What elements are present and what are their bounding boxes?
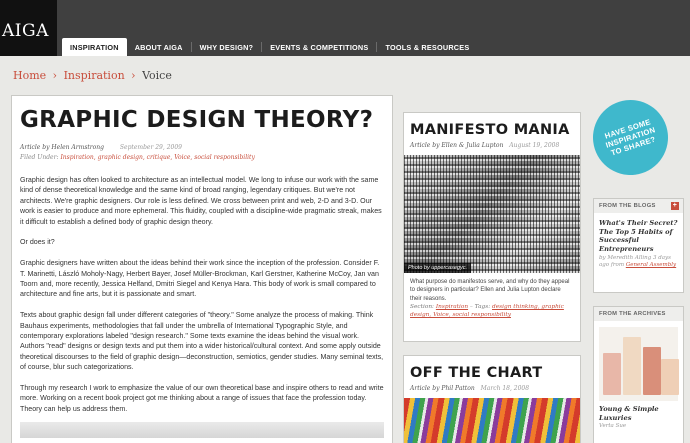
breadcrumb [13, 69, 172, 82]
breadcrumb-separator: › [52, 69, 58, 82]
photo-credit: Photo by uppercasegyc. [404, 263, 471, 273]
article-paragraph: Or does it? [20, 238, 55, 247]
nav-events-competitions[interactable]: EVENTS & COMPETITIONS [270, 43, 369, 52]
card-meta [404, 138, 580, 149]
card-title[interactable]: MANIFESTO MANIA [410, 122, 570, 138]
blog-post-title[interactable]: What's Their Secret? The Top 5 Habits of Successful Entrepreneurs [599, 219, 678, 253]
package-shape [643, 347, 661, 395]
breadcrumb-separator: › [131, 69, 136, 82]
blog-time: 3 days ago from [599, 255, 671, 269]
aiga-logo[interactable]: AIGA [0, 0, 57, 56]
manifesto-photo[interactable] [404, 155, 581, 273]
article-paragraph: Through my research I work to emphasize the value of our own theoretical base and inspire others to read and write more. Working on a recent book project got me thinking about a range of issues that face the profession today. Theory can help us address them. [20, 384, 384, 413]
off-the-chart-image[interactable] [404, 398, 581, 443]
article-body [20, 175, 384, 414]
nav-tools-resources[interactable]: TOOLS & RESOURCES [385, 43, 470, 52]
tags-value[interactable]: design thinking, graphic design, Voice, social responsibility [410, 304, 564, 319]
archive-title[interactable]: Young & Simple Luxuries [599, 405, 659, 422]
card-date: March 18, 2008 [480, 385, 530, 392]
manifesto-mania-card[interactable] [403, 112, 581, 342]
main-nav [62, 38, 477, 56]
archives-heading-text: FROM THE ARCHIVES [599, 311, 666, 317]
archive-product-image[interactable] [599, 327, 678, 401]
archives-heading [594, 307, 683, 321]
breadcrumb-inspiration[interactable]: Inspiration [63, 69, 125, 82]
nav-why-design[interactable]: WHY DESIGN? [199, 43, 254, 52]
article-paragraph: Graphic designers have written about the ideas behind their work since the inception of the profession. Consider F. T. Marinetti, László Moholy-Nagy, Herbert Bayer, Josef Müller-Brockman, Karl Gerstner, Katherine McCoy, Jan van Toorn and, more recently, Jessica Helfand, Dmitri Siegel and Kenya Hara. This body of work is small compared to architecture and fine arts, but it is passionate and smart. [20, 259, 380, 299]
from-the-archives-box [593, 306, 684, 443]
card-byline: Article by Phil Patton [410, 385, 475, 392]
card-byline: Article by Ellen & Julia Lupton [410, 142, 504, 149]
card-section-tags [404, 303, 580, 319]
nav-inspiration[interactable]: INSPIRATION [62, 38, 127, 56]
card-meta [404, 381, 580, 392]
card-date: August 19, 2008 [509, 142, 560, 149]
main-article [11, 95, 393, 443]
package-shape [623, 337, 641, 395]
article-date: September 29, 2009 [119, 144, 182, 151]
archive-meta: Verta Sue [599, 423, 627, 430]
article-paragraph: Texts about graphic design fall under different categories of "theory." Some analyze the process of making. Think Bauhaus experiments, methodologies that fall under the umbrella of International Typographic Style, and contemporary explorations labeled "design research." Some texts examine the ideas behind the visual work. Authors "read" designs or design texts and put them into a wider historical/cultural context. And some apply outside theoretical discourses to the field of graphic design—deconstruction, semiotics, gender studies. Many seminal texts, of course, blur such categorizations. [20, 311, 384, 372]
article-byline: Article by Helen Armstrong [20, 144, 104, 151]
card-title[interactable]: OFF THE CHART [410, 365, 543, 381]
tags-label: – Tags: [469, 304, 491, 311]
from-the-blogs-box [593, 198, 684, 293]
section-label: Section: [410, 304, 435, 311]
blogs-heading [594, 199, 683, 213]
article-image [20, 422, 384, 438]
filed-under-label: Filed Under: [20, 154, 59, 161]
breadcrumb-current: Voice [142, 69, 172, 82]
article-paragraph: Graphic design has often looked to architecture as an intellectual model. We long to infuse our work with the same kind of dense theoretical knowledge and the same kind of broad ranging, legendary critiques. But we're not architects. We're graphic designers. Our role is less defined. We cross between print and web, 2-D and 3-D. Our work is easier to produce and more ephemeral. This fluidity, coupled with a discipline-wide pragmatic streak, makes it difficult to establish a defined body of graphic design theory. [20, 176, 382, 226]
blogs-heading-text: FROM THE BLOGS [599, 203, 656, 209]
expand-plus-icon[interactable]: + [672, 202, 678, 209]
top-bar [0, 0, 690, 56]
blog-author: by Meredith Alling [599, 255, 652, 262]
nav-about-aiga[interactable]: ABOUT AIGA [134, 43, 183, 52]
package-shape [603, 353, 621, 395]
blog-source-link[interactable]: General Assembly [625, 262, 677, 269]
breadcrumb-home[interactable]: Home [13, 69, 47, 82]
article-meta [20, 144, 384, 161]
package-shape [661, 359, 679, 395]
article-title: GRAPHIC DESIGN THEORY? [20, 107, 374, 133]
share-inspiration-button[interactable]: HAVE SOME INSPIRATION TO SHARE? [583, 90, 678, 185]
off-the-chart-card[interactable] [403, 355, 581, 443]
card-description: What purpose do manifestos serve, and why do they appeal to designers in particular? Ellen and Julia Lupton declare their reasons. [410, 279, 570, 302]
section-value[interactable]: Inspiration [435, 304, 469, 311]
filed-under-tags[interactable]: Inspiration, graphic design, critique, Voice, social responsibility [60, 154, 255, 161]
blog-post-meta [594, 253, 683, 269]
